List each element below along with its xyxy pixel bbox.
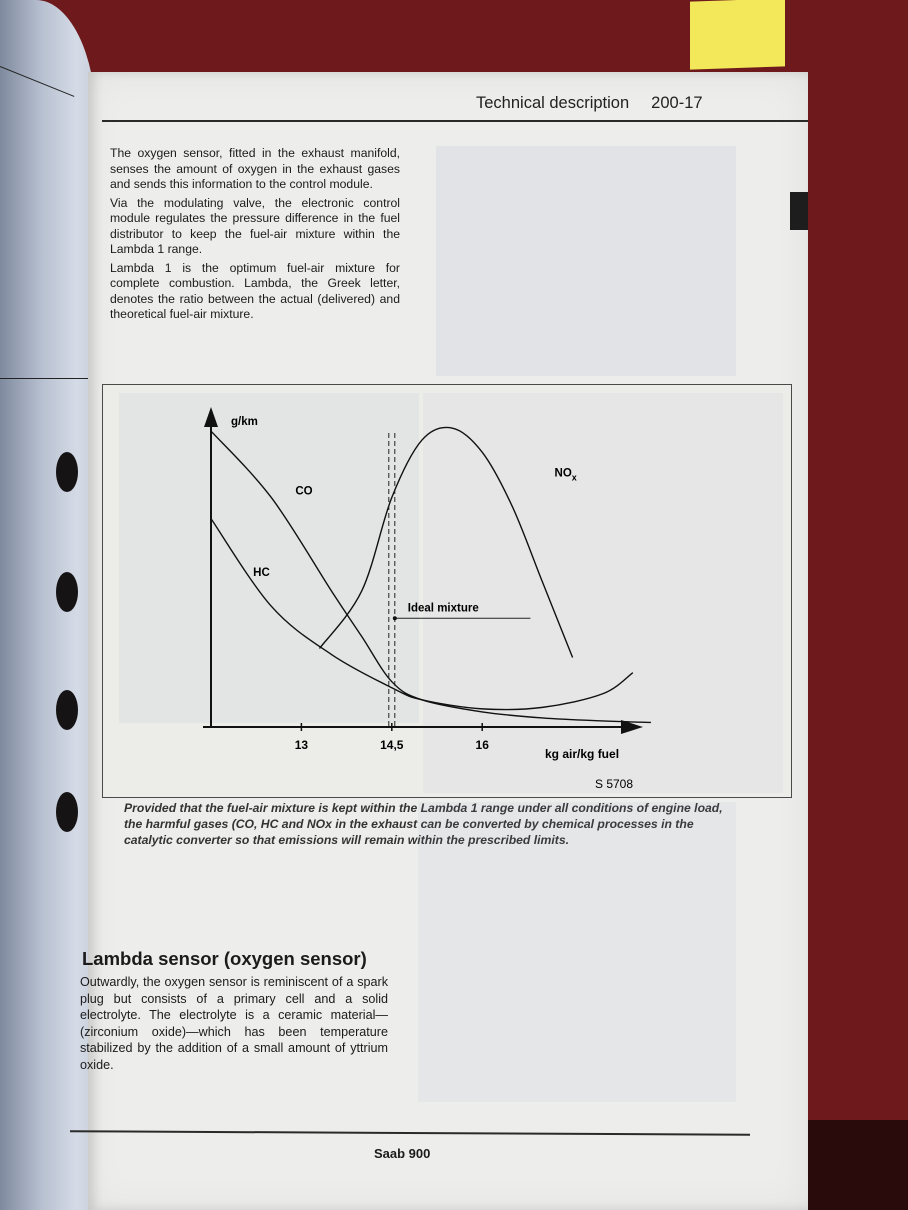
header-title: Technical description: [476, 94, 630, 112]
chart-svg: [103, 385, 791, 797]
y-axis-label: g/km: [231, 416, 258, 428]
binder-hole: [56, 792, 78, 832]
document-page: [80, 72, 808, 1210]
x-tick-label: 14,5: [380, 738, 404, 752]
section-tab-marker: [790, 192, 808, 230]
footer-rule: [70, 1130, 750, 1136]
figure-caption: Provided that the fuel-air mixture is kept within the Lambda 1 range under all conditions of engine load, the harmful gases (CO, HC and NOx in the exhaust can be converted by chemical processes in the catalytic converter so that emissions will remain within the prescribed limits.: [124, 801, 723, 847]
intro-paragraph: Via the modulating valve, the electronic control module regulates the pressure difference in the fuel distributor to keep the fuel-air mixture within the Lambda 1 range.: [110, 195, 400, 256]
binder-hole: [56, 452, 78, 492]
bleed-through-area: [418, 802, 736, 1102]
intro-paragraph: Lambda 1 is the optimum fuel-air mixture for complete combustion. Lambda, the Greek letter, denotes the ratio between the actual (delivered) and theoretical fuel-air mixture.: [110, 260, 400, 321]
series-label-nox: $NO_x$: [554, 467, 577, 483]
page-header: [476, 94, 703, 113]
series-label-co: CO: [295, 485, 313, 498]
binder-hole: [56, 572, 78, 612]
section-body: Outwardly, the oxygen sensor is reminiscent of a spark plug but consists of a primary cell and a solid electrolyte. The electrolyte is a ceramic material—(zirconium oxide)—which has been temperature stabilized by the addition of a small amount of yttrium oxide.: [80, 975, 388, 1072]
series-label-hc: HC: [253, 567, 270, 579]
header-rule: [102, 120, 808, 122]
binder-hole: [56, 690, 78, 730]
page-number: 200-17: [651, 94, 703, 112]
bleed-through-area: [436, 146, 736, 376]
x-tick-label: 16: [475, 738, 489, 752]
facing-page-rule: [0, 66, 74, 97]
ideal-mixture-dot: [393, 616, 397, 620]
facing-page-rule: [0, 378, 92, 379]
emissions-chart: [102, 384, 792, 798]
figure-code: S 5708: [595, 777, 634, 791]
page-footer: Saab 900: [374, 1146, 431, 1161]
section-title: Lambda sensor (oxygen sensor): [82, 948, 367, 969]
x-tick-label: 13: [294, 738, 309, 752]
intro-paragraph: The oxygen sensor, fitted in the exhaust manifold, senses the amount of oxygen in the exhaust gases and sends this information to the control module.: [110, 146, 400, 191]
bleed-through-shade: [423, 393, 783, 793]
ideal-mixture-label: Ideal mixture: [407, 602, 479, 615]
x-axis-label: kg air/kg fuel: [545, 747, 620, 761]
sticky-note: [690, 0, 785, 70]
intro-text: [110, 146, 400, 326]
